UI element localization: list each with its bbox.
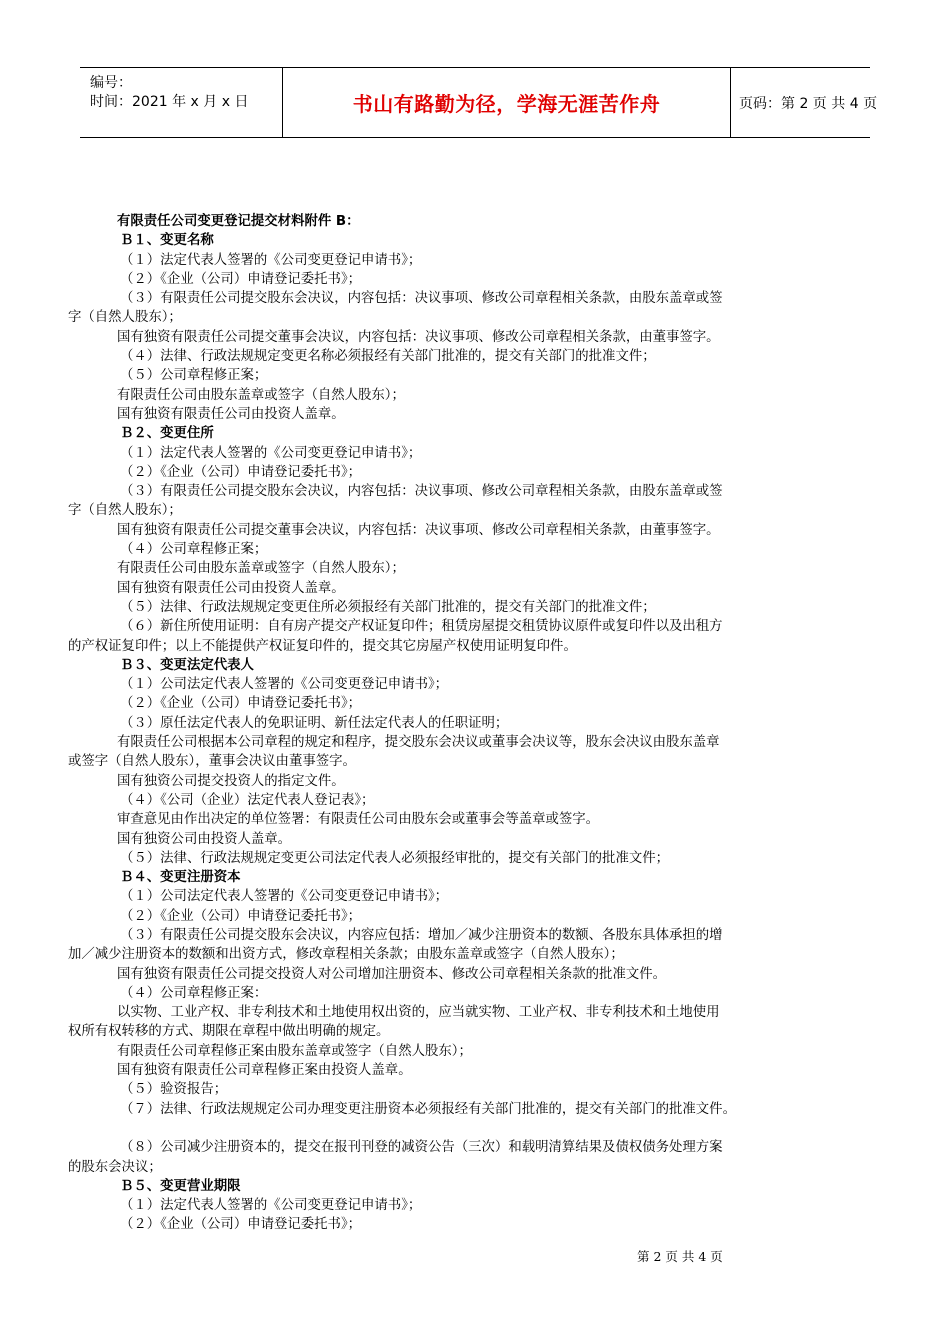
text-line: （４）公司章程修正案； xyxy=(120,542,268,558)
text-line: 有限责任公司根据本公司章程的规定和程序，提交股东会决议或董事会决议等，股东会决议由股东盖章 xyxy=(117,735,720,751)
text-line: 以实物、工业产权、非专利技术和土地使用权出资的，应当就实物、工业产权、非专利技术和土地使用 xyxy=(117,1005,720,1021)
text-line: （１）公司法定代表人签署的《公司变更登记申请书》； xyxy=(120,889,449,905)
text-line: （１）法定代表人签署的《公司变更登记申请书》； xyxy=(120,1198,422,1214)
text-line: （２）《企业（公司）申请登记委托书》； xyxy=(120,464,362,480)
section-heading: 有限责任公司变更登记提交材料附件 B： xyxy=(117,214,360,229)
header-motto: 书山有路勤为径，学海无涯苦作舟 xyxy=(352,92,661,116)
text-line: （５）法律、行政法规规定变更公司法定代表人必须报经审批的，提交有关部门的批准文件； xyxy=(120,850,670,866)
text-line: 国有独资公司由投资人盖章。 xyxy=(117,831,292,847)
text-line: 加／减少注册资本的数额和出资方式，修改章程相关条款；由股东盖章或签字（自然人股东）； xyxy=(68,947,624,963)
text-line: （７）法律、行政法规规定公司办理变更注册资本必须报经有关部门批准的，提交有关部门的批准文件。 xyxy=(120,1101,736,1117)
text-line: （２）《企业（公司）申请登记委托书》； xyxy=(120,271,362,287)
header-meta-cell xyxy=(80,68,283,137)
text-line: 国有独资有限责任公司由投资人盖章。 xyxy=(117,580,345,596)
text-line: （３）有限责任公司提交股东会决议，内容包括：决议事项、修改公司章程相关条款，由股东盖章或签 xyxy=(120,291,723,307)
section-heading: Ｂ１、变更名称 xyxy=(120,233,214,249)
text-line: 国有独资有限责任公司提交董事会决议，内容包括：决议事项、修改公司章程相关条款，由董事签字。 xyxy=(117,329,720,345)
text-line: （１）公司法定代表人签署的《公司变更登记申请书》； xyxy=(120,677,449,693)
text-line: （５）验资报告； xyxy=(120,1082,228,1098)
text-line: （１）法定代表人签署的《公司变更登记申请书》； xyxy=(120,252,422,268)
text-line: （８）公司减少注册资本的，提交在报刊刊登的减资公告（三次）和载明清算结果及债权债务处理方案 xyxy=(120,1140,723,1156)
text-line: 国有独资有限责任公司由投资人盖章。 xyxy=(117,406,345,422)
text-line: （４）法律、行政法规规定变更名称必须报经有关部门批准的，提交有关部门的批准文件； xyxy=(120,349,656,365)
page-footer: 第 2 页 共 4 页 xyxy=(637,1249,723,1264)
document-body xyxy=(68,212,898,1235)
text-line: 有限责任公司由股东盖章或签字（自然人股东）； xyxy=(117,387,405,403)
text-line: （２）《企业（公司）申请登记委托书》； xyxy=(120,696,362,712)
text-line: （３）原任法定代表人的免职证明、新任法定代表人的任职证明； xyxy=(120,715,509,731)
text-line: 的产权证复印件；以上不能提供产权证复印件的，提交其它房屋产权使用证明复印件。 xyxy=(68,638,577,654)
text-line: （４）《公司（企业）法定代表人登记表》； xyxy=(120,792,375,808)
text-line: 国有独资有限责任公司章程修正案由投资人盖章。 xyxy=(117,1063,412,1079)
text-line: 权所有权转移的方式、期限在章程中做出明确的规定。 xyxy=(68,1024,390,1040)
text-line: （３）有限责任公司提交股东会决议，内容应包括：增加／减少注册资本的数额、各股东具体承担的增 xyxy=(120,927,723,943)
header-page-cell xyxy=(731,68,878,137)
text-line: （６）新住所使用证明：自有房产提交产权证复印件；租赁房屋提交租赁协议原件或复印件以及出租方 xyxy=(120,619,723,635)
text-line: （３）有限责任公司提交股东会决议，内容包括：决议事项、修改公司章程相关条款，由股东盖章或签 xyxy=(120,484,723,500)
text-line: （２）《企业（公司）申请登记委托书》； xyxy=(120,1217,362,1233)
text-line: 字（自然人股东）； xyxy=(68,503,182,519)
blank-line xyxy=(68,1119,898,1138)
section-heading: Ｂ２、变更住所 xyxy=(120,426,214,442)
text-line: 的股东会决议； xyxy=(68,1159,162,1175)
page-header xyxy=(80,67,878,138)
text-line: 有限责任公司由股东盖章或签字（自然人股东）； xyxy=(117,561,405,577)
text-line: 字（自然人股东）； xyxy=(68,310,182,326)
text-line: 审查意见由作出决定的单位签署：有限责任公司由股东会或董事会等盖章或签字。 xyxy=(117,812,600,828)
text-line: 国有独资有限责任公司提交董事会决议，内容包括：决议事项、修改公司章程相关条款，由董事签字。 xyxy=(117,522,720,538)
text-line: （１）法定代表人签署的《公司变更登记申请书》； xyxy=(120,445,422,461)
text-line: （２）《企业（公司）申请登记委托书》； xyxy=(120,908,362,924)
text-line: 国有独资有限责任公司提交投资人对公司增加注册资本、修改公司章程相关条款的批准文件。 xyxy=(117,966,667,982)
header-page-info: 页码：第 2 页 共 4 页 xyxy=(739,95,878,112)
text-line: （４）公司章程修正案： xyxy=(120,985,268,1001)
header-motto-cell xyxy=(283,68,731,137)
document-date: 时间：2021 年 x 月 x 日 xyxy=(90,94,249,110)
section-heading: Ｂ３、变更法定代表人 xyxy=(120,657,254,673)
document-number-label: 编号： xyxy=(90,75,132,91)
section-heading: Ｂ５、变更营业期限 xyxy=(120,1178,241,1194)
section-heading: Ｂ４、变更注册资本 xyxy=(120,870,241,886)
text-line: 国有独资公司提交投资人的指定文件。 xyxy=(117,773,345,789)
text-line: 有限责任公司章程修正案由股东盖章或签字（自然人股东）； xyxy=(117,1043,472,1059)
text-line: （５）公司章程修正案； xyxy=(120,368,268,384)
text-line: 或签字（自然人股东），董事会决议由董事签字。 xyxy=(68,754,356,770)
text-line: （５）法律、行政法规规定变更住所必须报经有关部门批准的，提交有关部门的批准文件； xyxy=(120,599,656,615)
